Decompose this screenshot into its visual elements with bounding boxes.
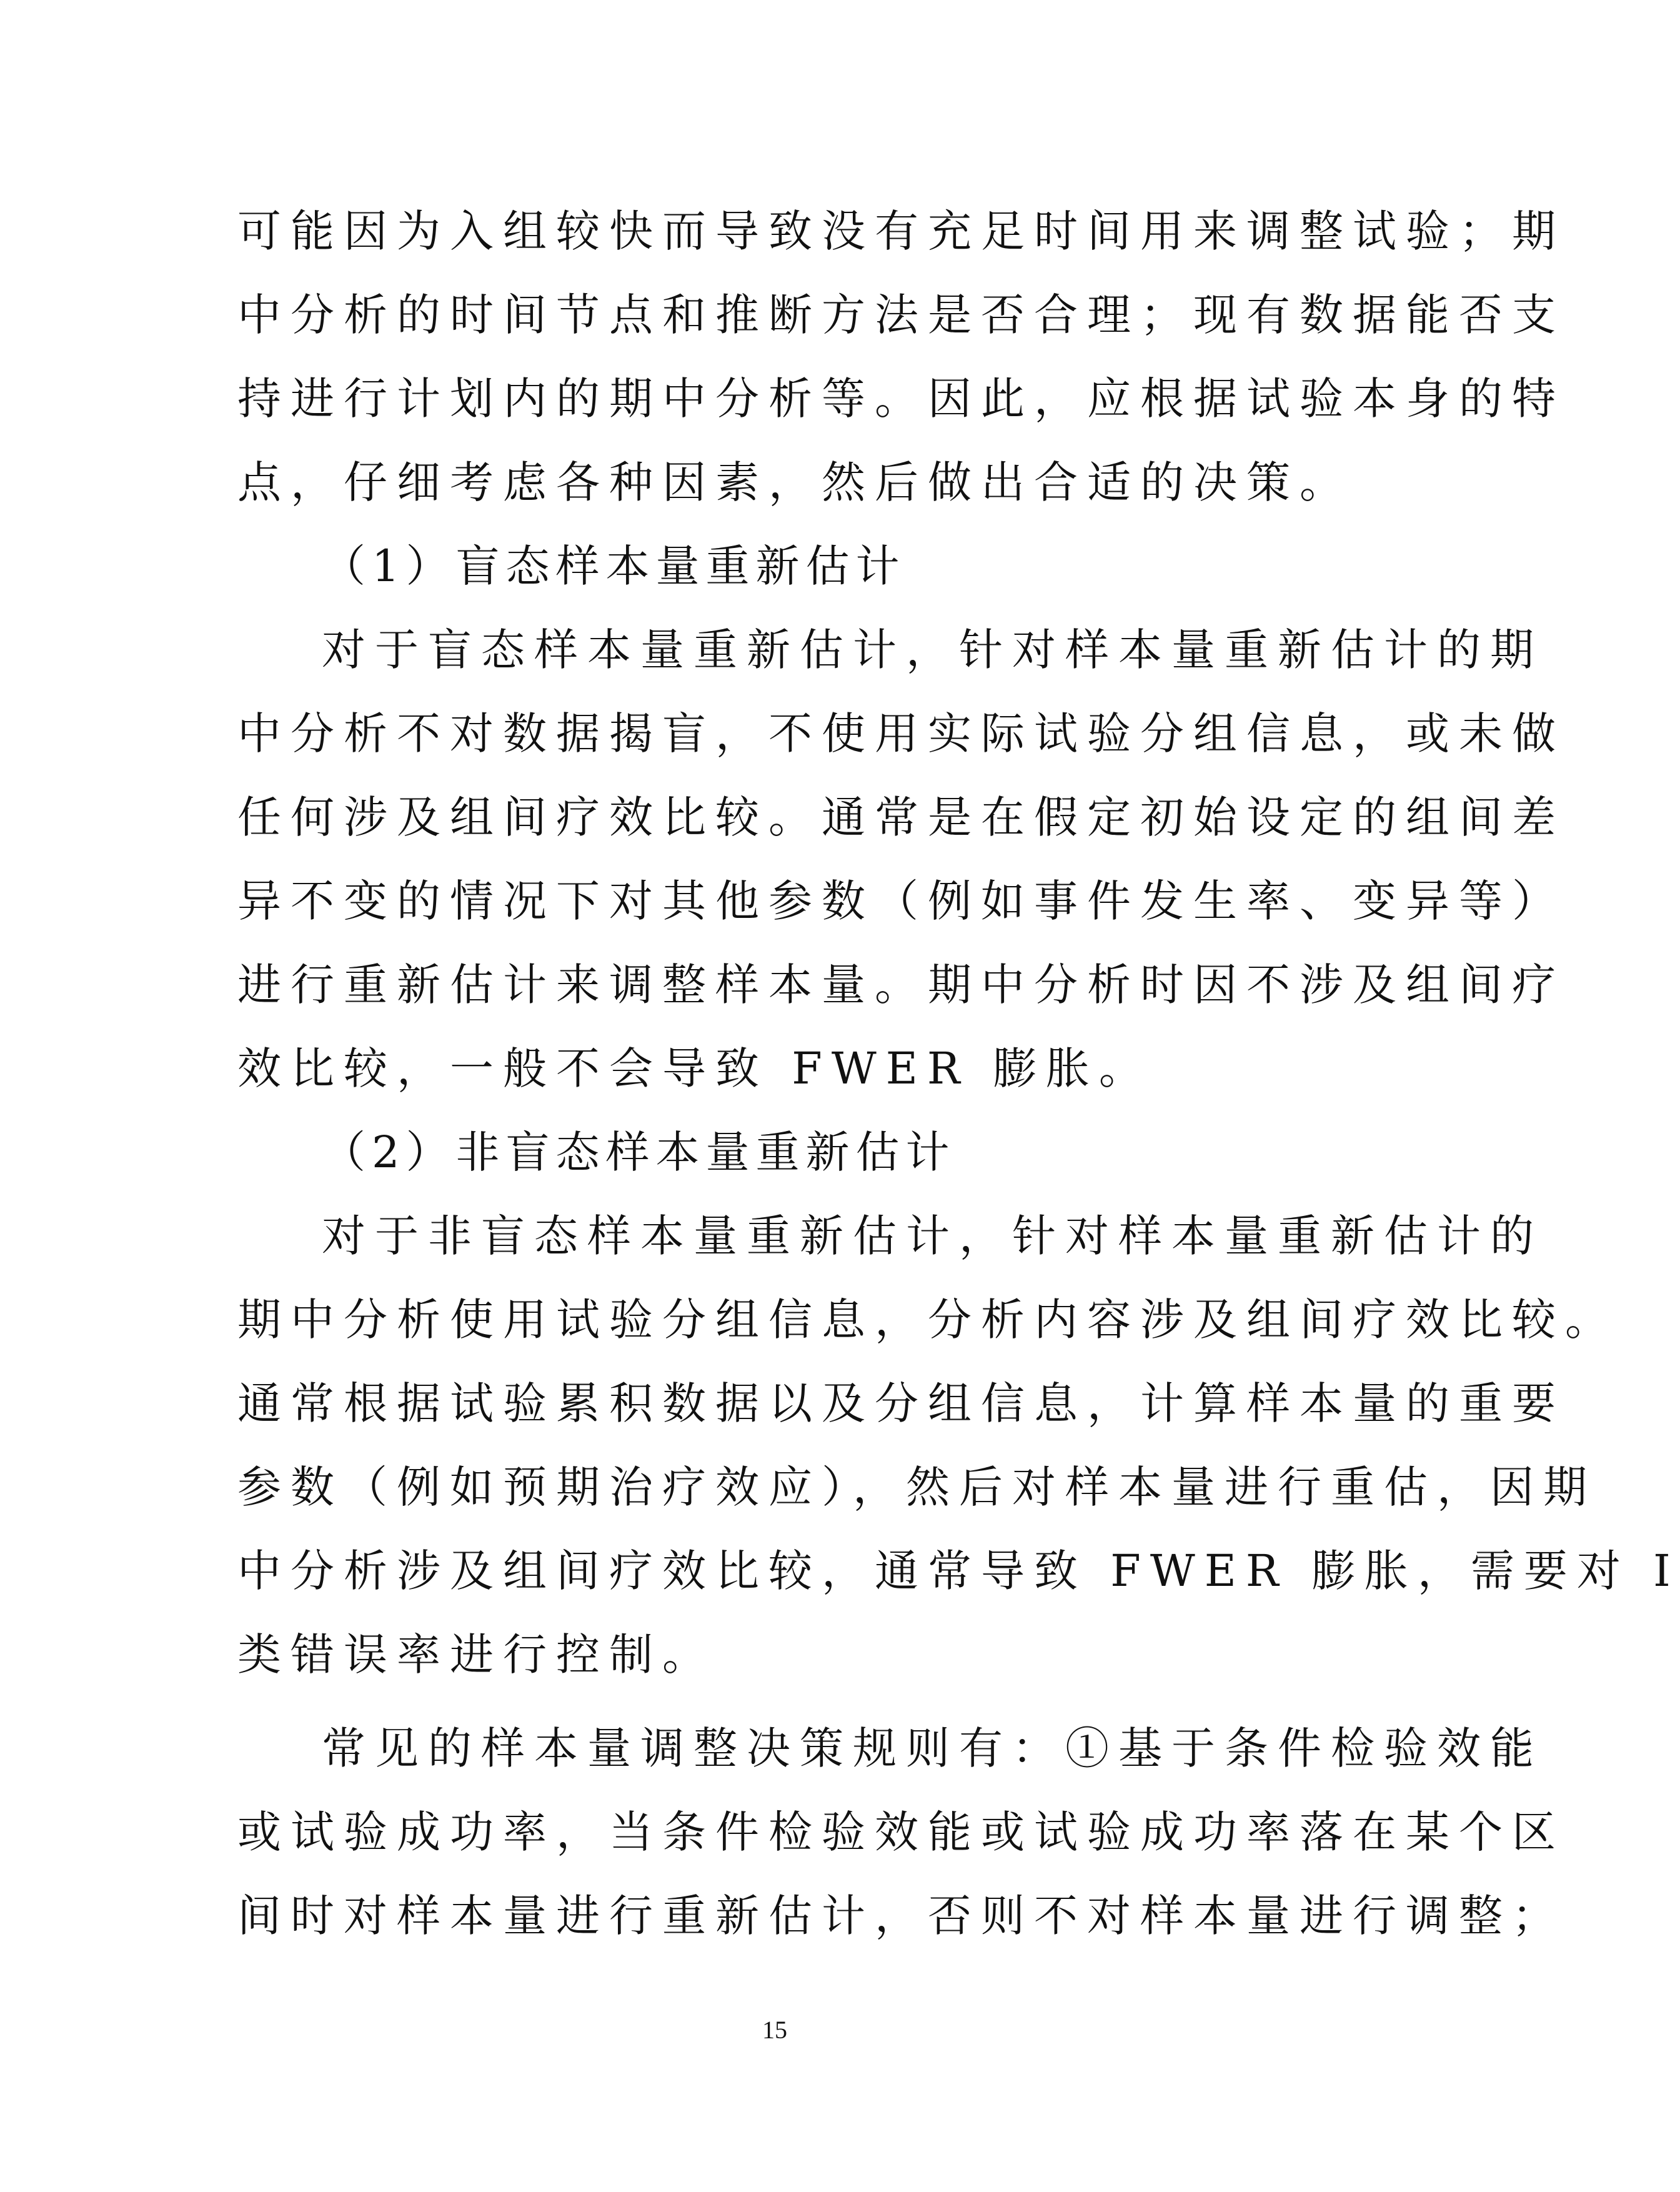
section-heading-blind: （1）盲态样本量重新估计 — [322, 541, 906, 592]
body-line-17: 中分析涉及组间疗效比较，通常导致 FWER 膨胀，需要对 I — [237, 1545, 1680, 1597]
body-line-16: 参数（例如预期治疗效应），然后对样本量进行重估，因期 — [237, 1462, 1596, 1513]
body-line-21: 间时对样本量进行重新估计，否则不对样本量进行调整； — [237, 1890, 1565, 1941]
body-line-11: 效比较，一般不会导致 FWER 膨胀。 — [237, 1043, 1152, 1094]
paragraph-first-line-unblinded: 对于非盲态样本量重新估计，针对样本量重新估计的 — [322, 1210, 1543, 1262]
body-line-7: 中分析不对数据揭盲，不使用实际试验分组信息，或未做 — [237, 708, 1565, 759]
body-line-10: 进行重新估计来调整样本量。期中分析时因不涉及组间疗 — [237, 959, 1565, 1010]
body-line-15: 通常根据试验累积数据以及分组信息，计算样本量的重要 — [237, 1378, 1565, 1429]
body-line-20: 或试验成功率，当条件检验效能或试验成功率落在某个区 — [237, 1806, 1565, 1858]
body-line-3: 持进行计划内的期中分析等。因此，应根据试验本身的特 — [237, 373, 1565, 424]
paragraph-first-line-blind: 对于盲态样本量重新估计，针对样本量重新估计的期 — [322, 624, 1543, 675]
body-line-18: 类错误率进行控制。 — [237, 1629, 715, 1680]
body-line-1: 可能因为入组较快而导致没有充足时间用来调整试验；期 — [237, 206, 1565, 257]
section-heading-unblinded: （2）非盲态样本量重新估计 — [322, 1127, 956, 1178]
page-number: 15 — [762, 2016, 787, 2044]
body-line-14: 期中分析使用试验分组信息，分析内容涉及组间疗效比较。 — [237, 1294, 1618, 1345]
body-line-2: 中分析的时间节点和推断方法是否合理；现有数据能否支 — [237, 289, 1565, 341]
paragraph-first-line-rules: 常见的样本量调整决策规则有：①基于条件检验效能 — [322, 1723, 1543, 1774]
body-line-4: 点，仔细考虑各种因素，然后做出合适的决策。 — [237, 457, 1353, 508]
body-line-9: 异不变的情况下对其他参数（例如事件发生率、变异等） — [237, 875, 1565, 927]
body-line-8: 任何涉及组间疗效比较。通常是在假定初始设定的组间差 — [237, 792, 1565, 843]
